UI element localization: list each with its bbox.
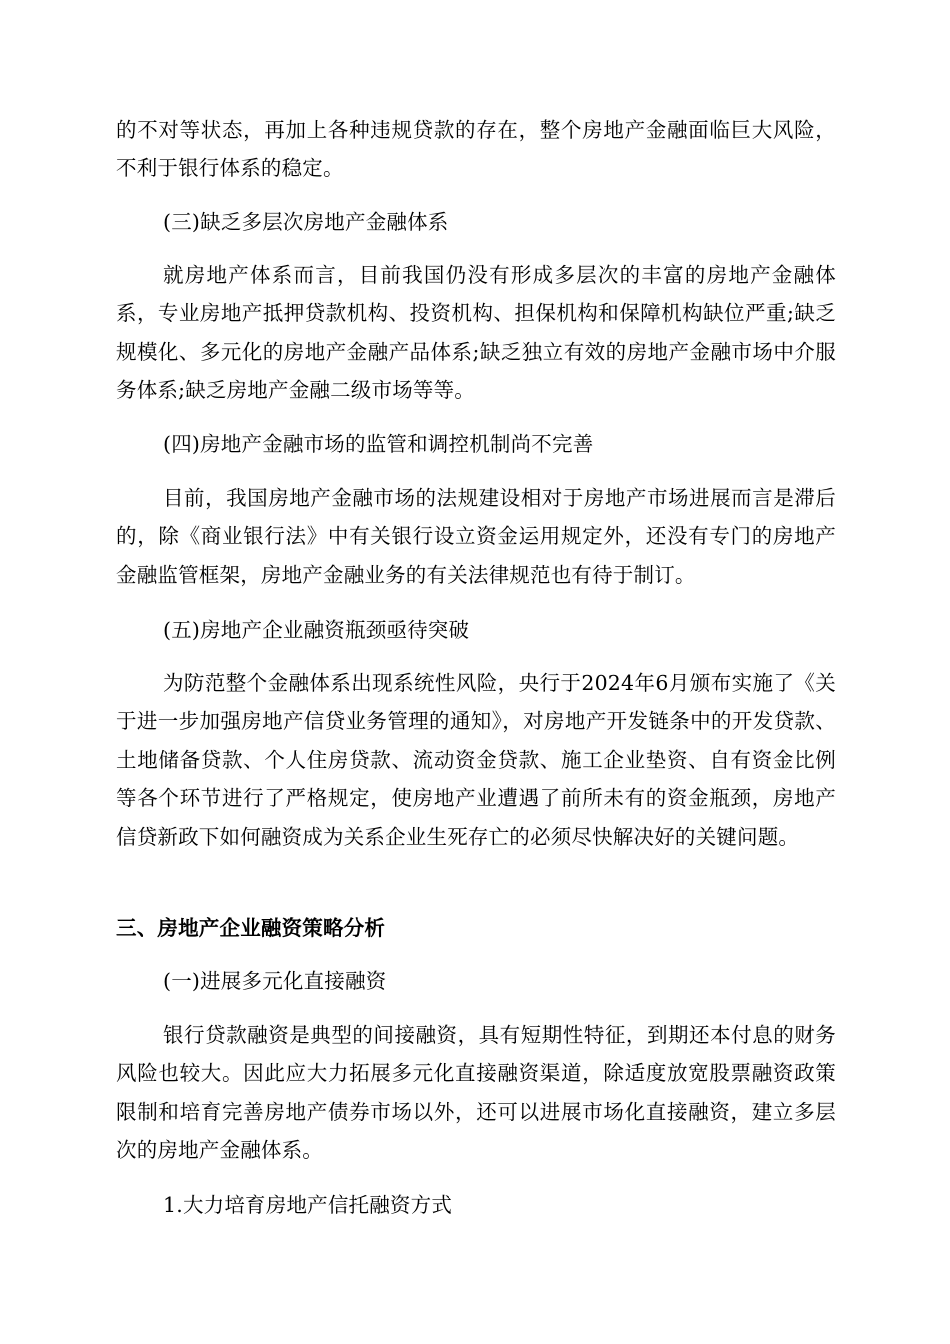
paragraph-regulation: 目前，我国房地产金融市场的法规建设相对于房地产市场进展而言是滞后的，除《商业银行法》中有关银行设立资金运用规定外，还没有专门的房地产金融监管框架，房地产金融业务的有关法律规范也有待于制订。 — [116, 486, 836, 587]
subheading-4: (四)房地产金融市场的监管和调控机制尚不完善 — [163, 432, 594, 456]
paragraph-financial-system: 就房地产体系而言，目前我国仍没有形成多层次的丰富的房地产金融体系，专业房地产抵押贷款机构、投资机构、担保机构和保障机构缺位严重;缺乏规模化、多元化的房地产金融产品体系;缺乏独立有效的房地产金融市场中介服务体系;缺乏房地产金融二级市场等等。 — [116, 263, 836, 403]
paragraph-continuation: 的不对等状态，再加上各种违规贷款的存在，整个房地产金融面临巨大风险，不利于银行体系的稳定。 — [116, 118, 836, 181]
subheading-5: (五)房地产企业融资瓶颈亟待突破 — [163, 618, 470, 642]
subheading-1-1: 1.大力培育房地产信托融资方式 — [163, 1193, 453, 1217]
paragraph-financing-bottleneck: 为防范整个金融体系出现系统性风险，央行于2024年6月颁布实施了《关于进一步加强房地产信贷业务管理的通知》，对房地产开发链条中的开发贷款、土地储备贷款、个人住房贷款、流动资金贷款、施工企业垫资、自有资金比例等各个环节进行了严格规定，使房地产业遭遇了前所未有的资金瓶颈，房地产信贷新政下如何融资成为关系企业生死存亡的必须尽快解决好的关键问题。 — [116, 671, 836, 849]
subheading-1: (一)进展多元化直接融资 — [163, 969, 387, 993]
section-heading-3: 三、房地产企业融资策略分析 — [116, 916, 386, 940]
subheading-3: (三)缺乏多层次房地产金融体系 — [163, 210, 449, 234]
paragraph-direct-financing: 银行贷款融资是典型的间接融资，具有短期性特征，到期还本付息的财务风险也较大。因此应大力拓展多元化直接融资渠道，除适度放宽股票融资政策限制和培育完善房地产债券市场以外，还可以进展市场化直接融资，建立多层次的房地产金融体系。 — [116, 1023, 836, 1163]
